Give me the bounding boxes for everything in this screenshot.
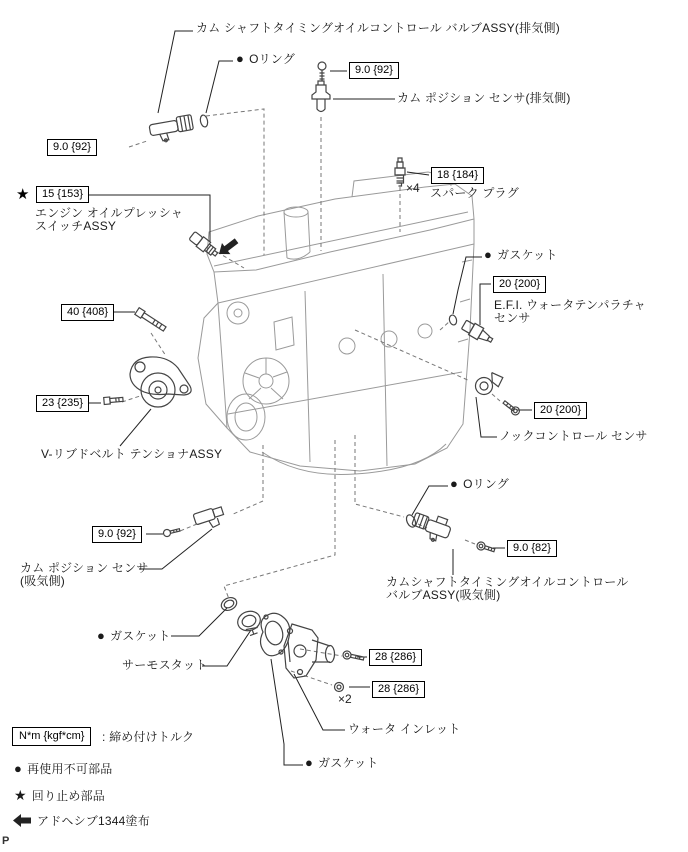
oil-pressure-switch-drawing xyxy=(188,231,220,260)
torque-spec-tensioner-long-bolt: 40 {408} xyxy=(61,304,114,321)
cam-position-sensor-intake-drawing xyxy=(193,505,226,532)
efi-water-temp-sensor-label-line1: E.F.I. ウォータテンパラチャ xyxy=(494,298,646,312)
knock-sensor-drawing xyxy=(474,369,504,398)
torque-spec-efi-water-temp-sensor: 20 {200} xyxy=(493,276,546,293)
o-ring-bottom-text: Oリング xyxy=(463,477,509,491)
gasket-thermostat-text: ガスケット xyxy=(110,629,171,643)
engine-illustration xyxy=(198,172,474,475)
legend-non-reusable-text: 再使用不可部品 xyxy=(27,762,113,776)
cam-valve-exhaust-bolt-drawing xyxy=(318,62,326,81)
gasket-thermostat-label xyxy=(97,629,170,643)
torque-spec-water-inlet-bolt-a: 28 {286} xyxy=(369,649,422,666)
cam-timing-valve-intake-label-line1: カムシャフトタイミングオイルコントロール xyxy=(386,575,629,589)
torque-spec-cam-valve-intake-bolt: 9.0 {82} xyxy=(507,540,557,557)
non-reusable-bullet-icon: ● xyxy=(484,247,493,262)
legend-adhesive-text: アドヘシブ1344塗布 xyxy=(37,814,150,828)
legend-anti-rotation xyxy=(14,789,105,803)
efi-sensor-gasket-drawing xyxy=(448,314,457,325)
o-ring-bottom-label xyxy=(450,477,509,491)
non-reusable-bullet-icon: ● xyxy=(14,761,23,776)
cam-position-sensor-exhaust-label: カム ポジション センサ(排気側) xyxy=(397,91,571,105)
legend-torque-desc: : 締め付けトルク xyxy=(102,730,195,744)
legend-torque-unit-box: N*m {kgf*cm} xyxy=(12,727,91,746)
o-ring-top-label xyxy=(236,52,295,66)
cam-position-sensor-exhaust-drawing xyxy=(312,81,330,112)
cam-timing-oil-control-valve-intake-drawing xyxy=(409,509,453,546)
page-corner-letter: P xyxy=(2,835,10,847)
cam-sensor-intake-bolt-drawing xyxy=(163,526,181,537)
knock-control-sensor-label: ノックコントロール センサ xyxy=(499,429,648,443)
gasket-water-inlet-label xyxy=(305,756,378,770)
spark-plug-label: スパーク プラグ xyxy=(430,186,519,200)
torque-spec-oil-pressure-switch: 15 {153} xyxy=(36,186,89,203)
cam-position-sensor-intake-label-line1: カム ポジション センサ xyxy=(20,561,149,575)
oil-pressure-switch-label-line2: スイッチASSY xyxy=(35,219,117,233)
torque-spec-tensioner-short-bolt: 23 {235} xyxy=(36,395,89,412)
anti-rotation-star-icon: ★ xyxy=(14,787,27,803)
tensioner-long-bolt-drawing xyxy=(135,308,167,333)
o-ring-top-drawing xyxy=(199,114,208,127)
torque-spec-cam-sensor-intake-bolt: 9.0 {92} xyxy=(92,526,142,543)
spark-plug-quantity: ×4 xyxy=(406,181,420,195)
adhesive-apply-arrow-icon xyxy=(215,235,241,259)
water-inlet-label: ウォータ インレット xyxy=(348,722,461,736)
legend-adhesive xyxy=(13,814,150,828)
gasket-water-inlet-text: ガスケット xyxy=(318,756,379,770)
spark-plug-drawing xyxy=(395,158,405,186)
torque-spec-knock-sensor: 20 {200} xyxy=(534,402,587,419)
efi-water-temp-sensor-drawing xyxy=(461,319,495,346)
non-reusable-bullet-icon: ● xyxy=(305,755,314,770)
adhesive-arrow-icon xyxy=(13,814,31,827)
thermostat-gasket-drawing xyxy=(219,595,239,613)
gasket-efi-text: ガスケット xyxy=(497,248,558,262)
water-inlet-bolt-a-drawing xyxy=(342,650,364,662)
non-reusable-bullet-icon: ● xyxy=(450,476,459,491)
non-reusable-bullet-icon: ● xyxy=(97,628,106,643)
anti-rotation-star-icon: ★ xyxy=(16,186,30,203)
efi-water-temp-sensor-label-line2: センサ xyxy=(494,311,531,325)
cam-timing-valve-intake-label-line2: バルブASSY(吸気側) xyxy=(386,588,501,602)
legend-anti-rotation-text: 回り止め部品 xyxy=(31,789,105,803)
knock-sensor-bolt-drawing xyxy=(502,399,522,417)
cam-valve-intake-bolt-drawing xyxy=(476,541,496,554)
cam-position-sensor-intake-label-line2: (吸気側) xyxy=(20,574,65,588)
legend-non-reusable xyxy=(14,762,112,776)
thermostat-drawing xyxy=(235,608,265,638)
gasket-efi-label xyxy=(484,248,557,262)
thermostat-label: サーモスタット xyxy=(122,658,208,672)
oil-pressure-switch-label-line1: エンジン オイルプレッシャ xyxy=(35,206,183,220)
v-ribbed-belt-tensioner-label: V-リブドベルト テンショナASSY xyxy=(41,447,223,461)
cam-timing-valve-exhaust-label: カム シャフトタイミングオイルコントロール バルブASSY(排気側) xyxy=(196,21,560,35)
torque-spec-cam-valve-exhaust-bolt: 9.0 {92} xyxy=(349,62,399,79)
tensioner-short-bolt-drawing xyxy=(104,396,124,405)
torque-spec-water-inlet-bolt-b: 28 {286} xyxy=(372,681,425,698)
torque-spec-cam-valve-exhaust-union: 9.0 {92} xyxy=(47,139,97,156)
water-inlet-bolt-b-drawing xyxy=(335,683,344,692)
water-inlet-gasket-drawing xyxy=(261,613,290,656)
cam-timing-oil-control-valve-exhaust-drawing xyxy=(148,115,194,145)
non-reusable-bullet-icon: ● xyxy=(236,51,245,66)
o-ring-top-text: Oリング xyxy=(249,52,295,66)
belt-tensioner-drawing xyxy=(130,357,191,407)
torque-spec-spark-plug: 18 {184} xyxy=(431,167,484,184)
water-inlet-bolt-quantity: ×2 xyxy=(338,692,352,706)
